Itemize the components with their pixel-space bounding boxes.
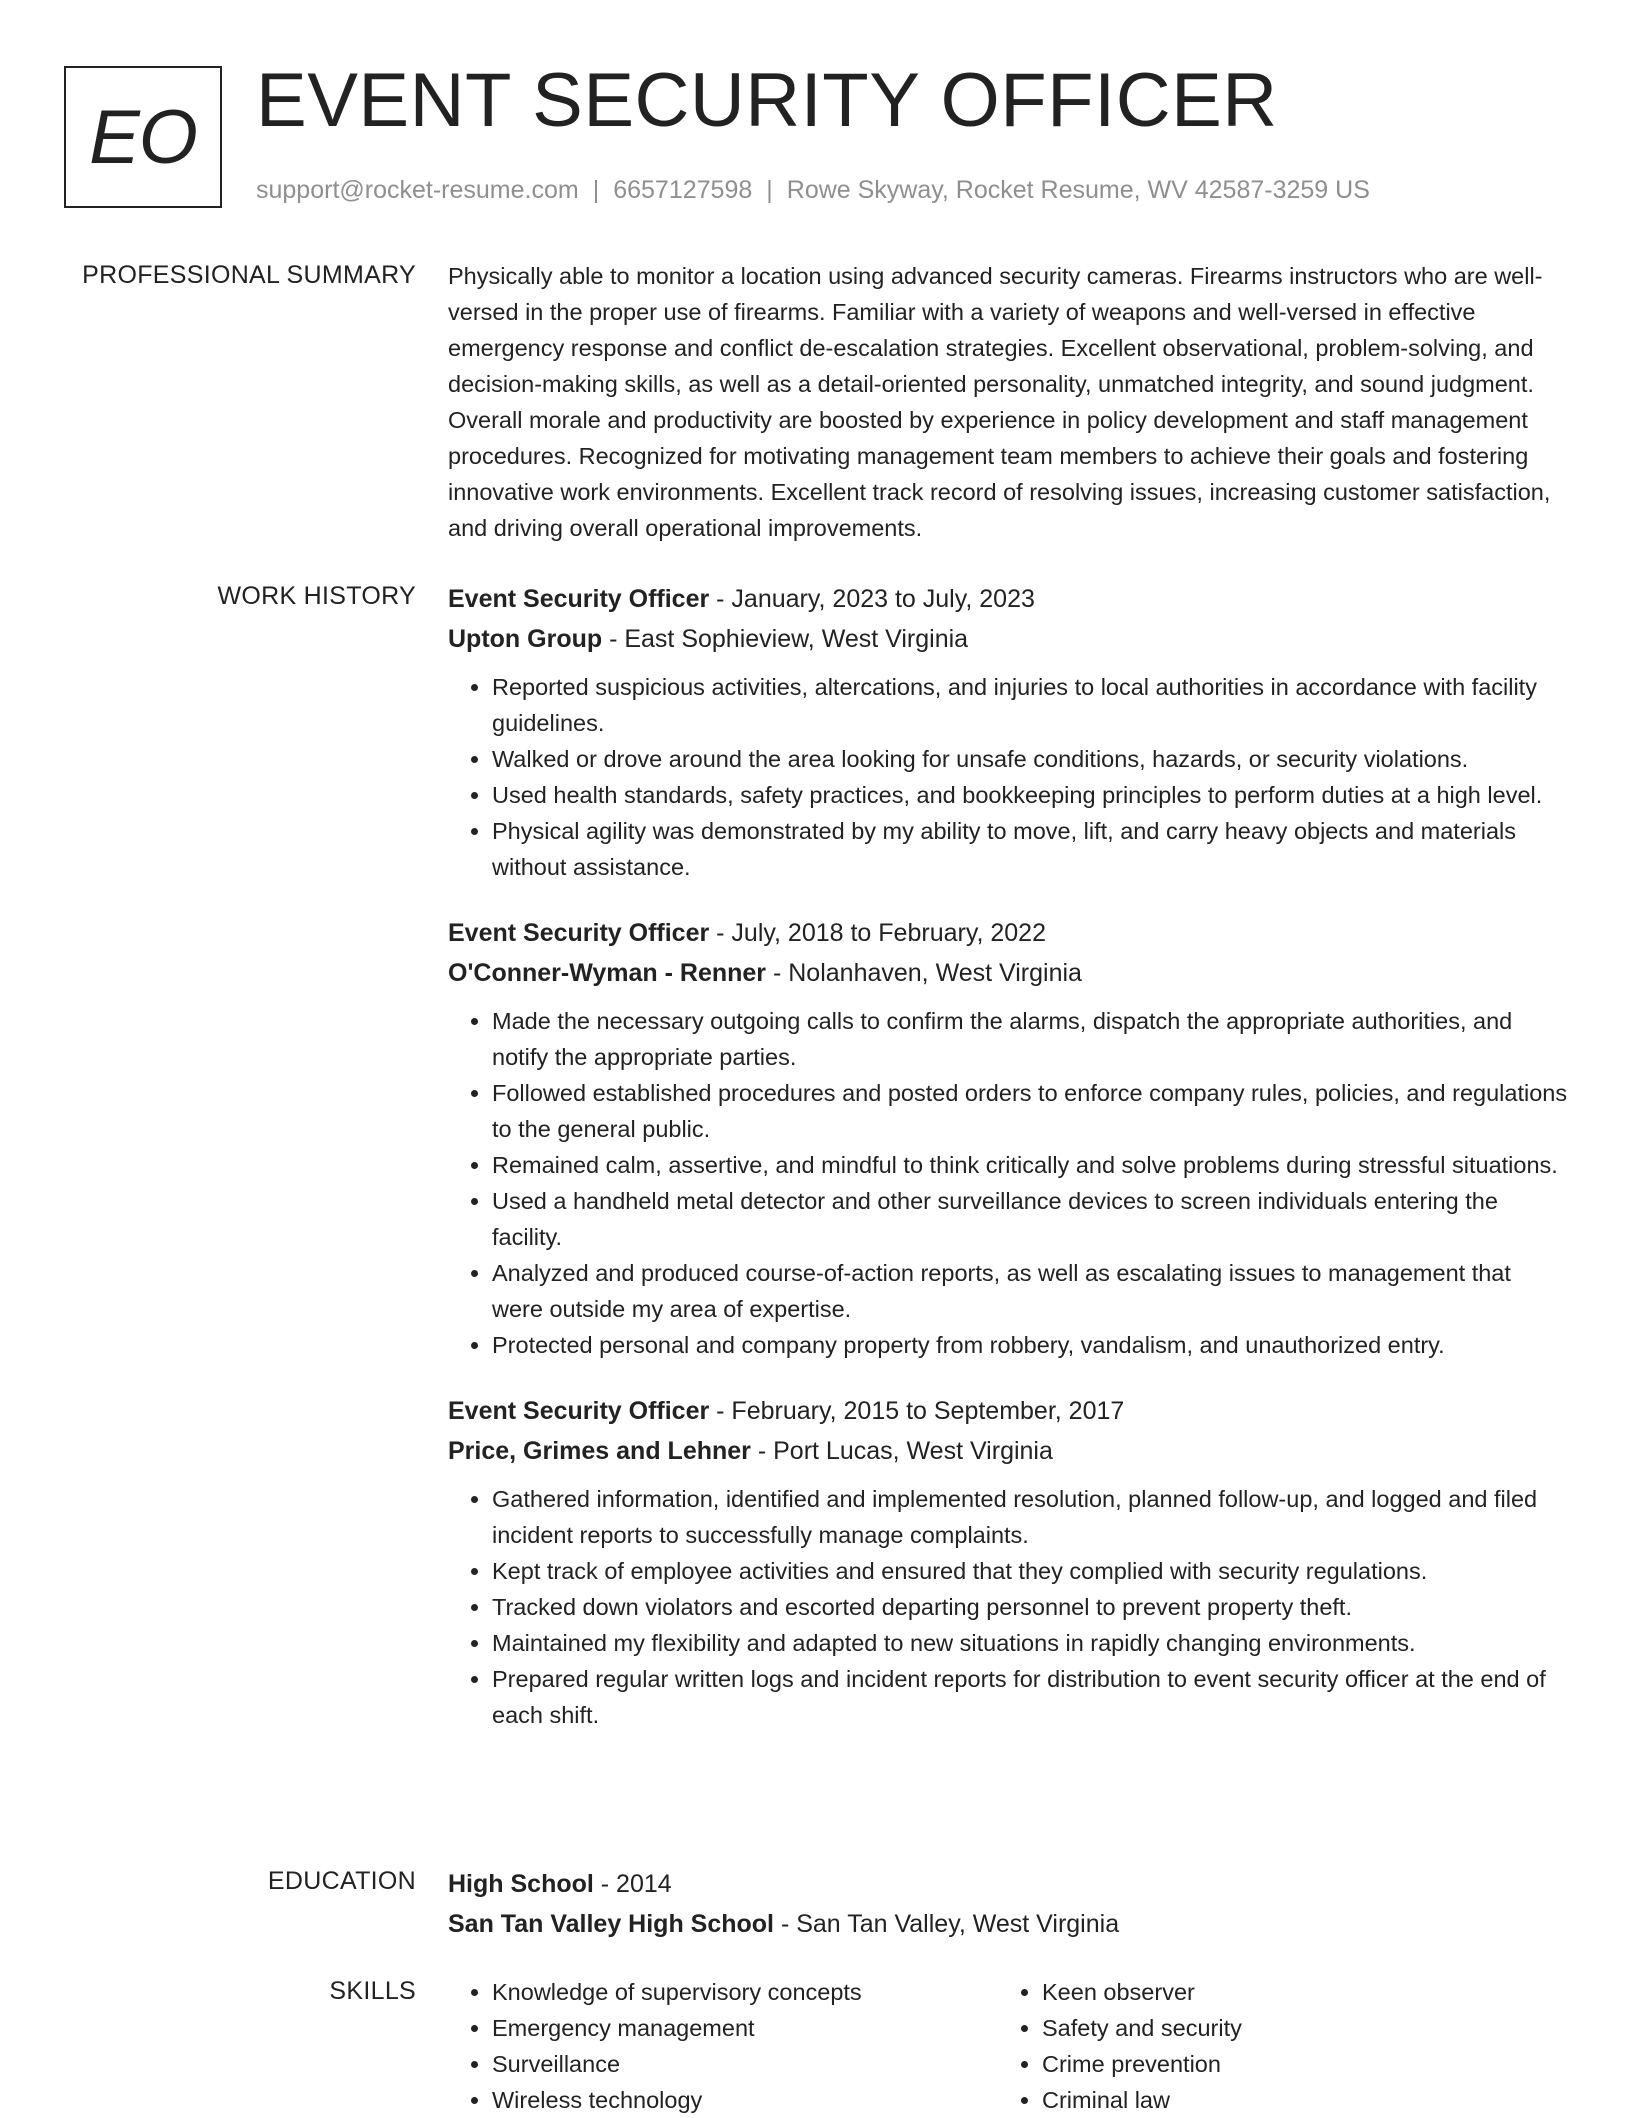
job-bullet: • Reported suspicious activities, altercations, and injuries to local authorities in accordance with facility guidelines. [492,669,1568,741]
education-year: - 2014 [593,1870,672,1898]
contact-address: Rowe Skyway, Rocket Resume, WV 42587-3259 US [786,176,1370,204]
skill-item: • Criminal law [1042,2082,1548,2118]
job-bullet: • Gathered information, identified and implemented resolution, planned follow-up, and logged and filed incident reports to successfully manage complaints. [492,1481,1568,1553]
monogram-text: EO [89,94,197,180]
job-bullets [448,669,1568,885]
section-label-work-history: WORK HISTORY [217,582,416,610]
section-label-summary: PROFESSIONAL SUMMARY [82,261,416,289]
education-school: San Tan Valley High School [448,1910,775,1938]
job-location: - Nolanhaven, West Virginia [766,959,1082,987]
job-title-line [448,913,1568,953]
job-company-line [448,953,1568,993]
job-bullet: • Analyzed and produced course-of-action reports, as well as escalating issues to management that were outside my area of expertise. [492,1255,1568,1327]
job-dates: - February, 2015 to September, 2017 [709,1397,1125,1425]
job-entry [448,1391,1568,1733]
skills-list-left [448,1974,998,2118]
skill-item: • Crime prevention [1042,2046,1548,2082]
contact-phone: 6657127598 [613,176,753,204]
job-bullet: • Protected personal and company property from robbery, vandalism, and unauthorized entry. [492,1327,1568,1363]
summary-body [448,258,1568,546]
job-bullet: • Physical agility was demonstrated by my ability to move, lift, and carry heavy objects and materials without assistance. [492,813,1568,885]
contact-line [256,175,1370,205]
job-bullet: • Maintained my flexibility and adapted to new situations in rapidly changing environments. [492,1625,1568,1661]
job-title-line [448,1391,1568,1431]
job-bullet: • Remained calm, assertive, and mindful to think critically and solve problems during stressful situations. [492,1147,1568,1183]
job-location: - East Sophieview, West Virginia [602,625,969,653]
job-title: Event Security Officer [448,1397,710,1425]
summary-text: Physically able to monitor a location using advanced security cameras. Firearms instructors who are well-versed in the proper use of firearms. Familiar with a variety of weapons and well-versed in effective emergency response and conflict de-escalation strategies. Excellent observational, problem-solving, and decision-making skills, as well as a detail-oriented personality, unmatched integrity, and sound judgment. Overall morale and productivity are boosted by experience in policy development and staff management procedures. Recognized for motivating management team members to achieve their goals and fostering innovative work environments. Excellent track record of resolving issues, increasing customer satisfaction, and driving overall operational improvements. [448,263,1551,541]
skill-item: • Safety and security [1042,2010,1548,2046]
job-bullet: • Followed established procedures and posted orders to enforce company rules, policies, and regulations to the general public. [492,1075,1568,1147]
education-degree: High School [448,1870,594,1898]
job-company-line [448,619,1568,659]
job-bullet: • Walked or drove around the area looking for unsafe conditions, hazards, or security violations. [492,741,1568,777]
job-title: Event Security Officer [448,919,710,947]
job-title: Event Security Officer [448,585,710,613]
job-company-line [448,1431,1568,1471]
job-title-line [448,579,1568,619]
contact-separator: | [766,176,773,204]
job-company: Upton Group [448,625,603,653]
education-school-line [448,1904,1568,1944]
job-dates: - July, 2018 to February, 2022 [709,919,1046,947]
job-bullet: • Used a handheld metal detector and other surveillance devices to screen individuals entering the facility. [492,1183,1568,1255]
contact-email: support@rocket-resume.com [256,176,579,204]
job-bullet: • Prepared regular written logs and incident reports for distribution to event security officer at the end of each shift. [492,1661,1568,1733]
job-location: - Port Lucas, West Virginia [750,1437,1053,1465]
skill-item: • Keen observer [1042,1974,1548,2010]
skill-item: • Emergency management [492,2010,998,2046]
education-body [448,1864,1568,1944]
education-location: - San Tan Valley, West Virginia [774,1910,1120,1938]
skill-item: • Surveillance [492,2046,998,2082]
job-bullet: • Used health standards, safety practices, and bookkeeping principles to perform duties at a high level. [492,777,1568,813]
monogram-logo [64,66,222,208]
skills-body [448,1974,1568,2118]
skills-grid [448,1974,1568,2118]
section-label-skills: SKILLS [329,1977,416,2005]
resume-title: EVENT SECURITY OFFICER [256,58,1278,143]
job-dates: - January, 2023 to July, 2023 [709,585,1035,613]
job-entry [448,913,1568,1363]
work-history-body [448,579,1568,1761]
skill-item: • Knowledge of supervisory concepts [492,1974,998,2010]
job-company: O'Conner-Wyman - Renner [448,959,767,987]
section-label-education: EDUCATION [267,1867,416,1895]
job-bullet: • Made the necessary outgoing calls to confirm the alarms, dispatch the appropriate authorities, and notify the appropriate parties. [492,1003,1568,1075]
job-bullets [448,1003,1568,1363]
contact-separator: | [592,176,600,204]
education-degree-line [448,1864,1568,1904]
job-bullets [448,1481,1568,1733]
job-entry [448,579,1568,885]
skills-column-right [998,1974,1548,2118]
skills-list-right [998,1974,1548,2118]
job-company: Price, Grimes and Lehner [448,1437,751,1465]
skill-item: • Wireless technology [492,2082,998,2118]
job-bullet: • Tracked down violators and escorted departing personnel to prevent property theft. [492,1589,1568,1625]
job-bullet: • Kept track of employee activities and ensured that they complied with security regulations. [492,1553,1568,1589]
skills-column-left [448,1974,998,2118]
